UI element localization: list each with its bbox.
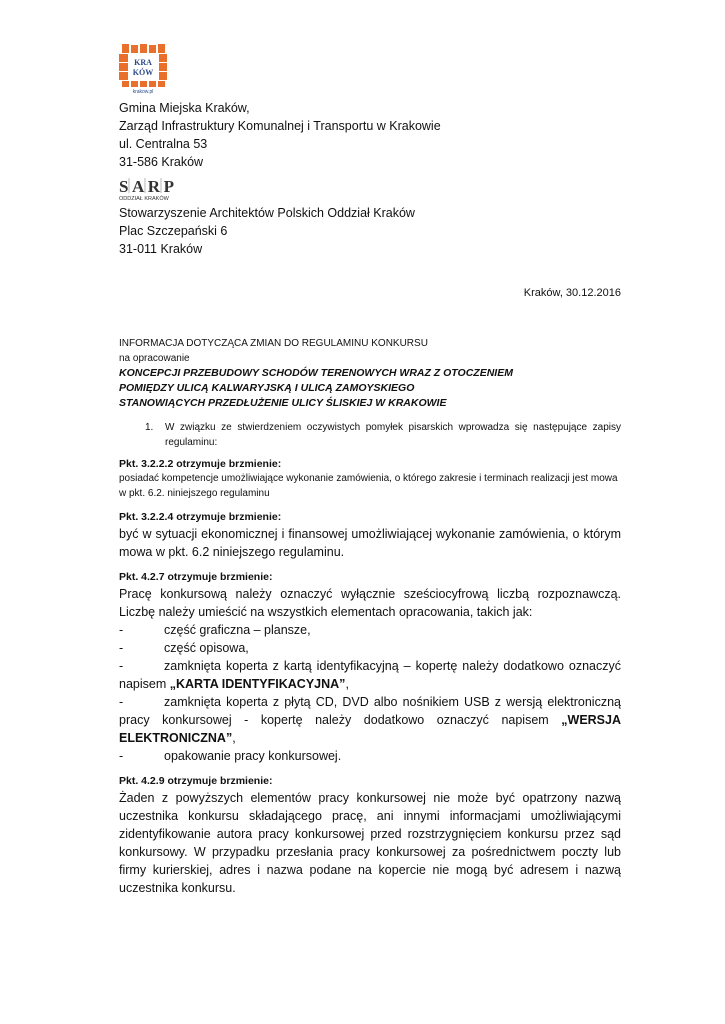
title-bold3: STANOWIĄCYCH PRZEDŁUŻENIE ULICY ŚLISKIEJ W KRAKOWIE [119, 397, 447, 409]
bullet-item: - opakowanie pracy konkursowej. [119, 749, 342, 763]
section-text-3222: posiadać kompetencje umożliwiające wykonanie zamówienia, o którego zakresie i terminach realizacji jest mowa w pkt. 6.2. niniejszego regulaminu [119, 473, 618, 499]
title-line1: INFORMACJA DOTYCZĄCA ZMIAN DO REGULAMINU KONKURSU [119, 338, 428, 349]
recipient1-line4: 31-586 Kraków [119, 155, 204, 169]
section-text-429: Żaden z powyższych elementów pracy konkursowej nie może być opatrzony nazwą uczestnika konkursu składającego pracę, ani innymi informacjami umożliwiającymi zidentyfikowanie autora pracy konkursowej przed rozstrzygnięciem konkursu przez sąd konkursowy. W przypadku przesłania pracy konkursowej za pośrednictwem poczty lub firmy kurierskiej, adres i nazwa podane na kopercie nie mogą być adresem i nazwą uczestnika konkursu. [119, 791, 621, 895]
recipient2-line1: Stowarzyszenie Architektów Polskich Oddział Kraków [119, 206, 415, 220]
recipient1-line2: Zarząd Infrastruktury Komunalnej i Transportu w Krakowie [119, 119, 441, 133]
sarp-logo [119, 175, 183, 201]
recipient2-line2: Plac Szczepański 6 [119, 224, 228, 238]
svg-text:SARP: SARP [119, 177, 179, 196]
document-date: Kraków, 30.12.2016 [523, 287, 621, 299]
krakow-url: krakow.pl [132, 89, 154, 94]
title-bold2: POMIĘDZY ULICĄ KALWARYJSKĄ I ULICĄ ZAMOYSKIEGO [119, 382, 415, 394]
recipient-address-2 [119, 204, 415, 258]
svg-text:KRA: KRA [134, 58, 152, 67]
bullet-item: - część graficzna – plansze, [119, 623, 311, 637]
section-text-3224: być w sytuacji ekonomicznej i finansowej umożliwiającej wykonanie zamówienia, o którym mowa w pkt. 6.2 niniejszego regulaminu. [119, 527, 621, 559]
krakow-logo [119, 44, 167, 94]
numbered-item-1 [145, 421, 621, 450]
section-text-427: Pracę konkursową należy oznaczyć wyłącznie sześciocyfrową liczbą rozpoznawczą. Liczbę należy umieścić na wszystkich elementach opracowania, takich jak: [119, 587, 621, 619]
bullet-item: - zamknięta koperta z płytą CD, DVD albo nośnikiem USB z wersją elektroniczną pracy konkursowej - kopertę należy dodatkowo oznaczyć napisem „WERSJA ELEKTRONICZNA”, [119, 695, 621, 745]
item-text: W związku ze stwierdzeniem oczywistych pomyłek pisarskich wprowadza się następujące zapisy regulaminu: [165, 422, 621, 448]
recipient2-line3: 31-011 Kraków [119, 242, 203, 256]
recipient-address-1 [119, 99, 441, 171]
section-heading-429: Pkt. 4.2.9 otrzymuje brzmienie: [119, 775, 273, 787]
section-heading-427: Pkt. 4.2.7 otrzymuje brzmienie: [119, 571, 273, 583]
bullet-item: - zamknięta koperta z kartą identyfikacyjną – kopertę należy dodatkowo oznaczyć napisem „KARTA IDENTYFIKACYJNA”, [119, 659, 621, 691]
recipient1-line3: ul. Centralna 53 [119, 137, 208, 151]
title-line2: na opracowanie [119, 352, 190, 364]
bullet-item: - część opisowa, [119, 641, 249, 655]
svg-text:KÓW: KÓW [132, 68, 154, 77]
section-heading-3222: Pkt. 3.2.2.2 otrzymuje brzmienie: [119, 458, 282, 470]
item-number: 1. [145, 422, 154, 433]
recipient1-line1: Gmina Miejska Kraków, [119, 101, 250, 115]
sarp-caption: ODDZIAŁ KRAKÓW [119, 196, 169, 201]
title-bold1: KONCEPCJI PRZEBUDOWY SCHODÓW TERENOWYCH WRAZ Z OTOCZENIEM [119, 367, 513, 379]
section-heading-3224: Pkt. 3.2.2.4 otrzymuje brzmienie: [119, 511, 282, 523]
document-body [119, 337, 621, 897]
